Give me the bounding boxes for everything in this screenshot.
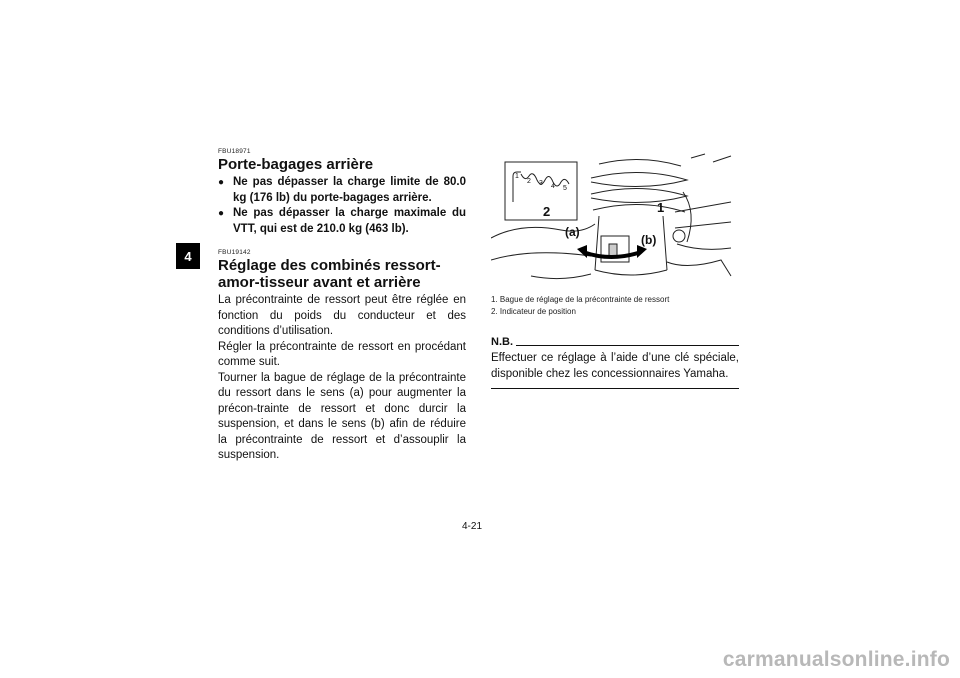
- note-header: [491, 336, 739, 348]
- section-code: FBU18971: [218, 148, 251, 155]
- inset-number: 5: [563, 185, 567, 192]
- chapter-tab: 4: [176, 243, 200, 269]
- frame-line: [531, 274, 591, 279]
- inset-number: 1: [515, 173, 519, 180]
- bullet-icon: ●: [218, 177, 225, 188]
- position-indicator-mark: [609, 244, 617, 256]
- left-column: [218, 148, 466, 464]
- frame-line: [683, 192, 691, 242]
- page-number: 4-21: [462, 521, 483, 532]
- label-direction-b: (b): [641, 233, 657, 247]
- frame-line: [675, 202, 731, 249]
- frame-line: [491, 253, 591, 260]
- section-title-shock-adjustment: Réglage des combinés ressort-amor-tisseur avant et arrière: [218, 257, 441, 291]
- section-title-luggage-rack: Porte-bagages arrière: [218, 156, 374, 173]
- watermark: carmanualsonline.info: [722, 648, 950, 671]
- callout-2: 2: [543, 204, 551, 219]
- illustration-svg: [491, 152, 736, 285]
- spring-coil: [591, 172, 687, 186]
- note-title: N.B.: [491, 336, 513, 348]
- caption-item: 1. Bague de réglage de la précontrainte de ressort: [491, 295, 670, 304]
- label-direction-a: (a): [565, 225, 580, 239]
- note-box: [491, 336, 739, 389]
- warning-item: [218, 175, 466, 206]
- note-bottom-rule: [491, 388, 739, 389]
- frame-line: [691, 154, 731, 162]
- shock-absorber-illustration: [491, 152, 736, 285]
- inset-number: 3: [539, 180, 543, 187]
- bullet-icon: ●: [218, 208, 225, 219]
- mount-bolt: [673, 230, 685, 242]
- frame-line: [667, 260, 731, 276]
- spring-coil: [593, 204, 685, 212]
- paragraph: Régler la précontrainte de ressort en procédant comme suit.: [218, 340, 466, 368]
- spring-coil: [591, 188, 687, 202]
- paragraph: La précontrainte de ressort peut être réglée en fonction du poids du conducteur et des conditions d’utilisation.: [218, 294, 466, 337]
- caption-item: 2. Indicateur de position: [491, 307, 576, 316]
- section-code: FBU19142: [218, 249, 251, 256]
- note-text: Effectuer ce réglage à l’aide d’une clé spéciale, disponible chez les concessionnaires Yamaha.: [491, 352, 739, 380]
- warning-text: Ne pas dépasser la charge limite de 80.0 kg (176 lb) du porte-bagages arrière.: [233, 176, 466, 204]
- spring-coil: [599, 159, 681, 166]
- warning-text: Ne pas dépasser la charge maximale du VTT, qui est de 210.0 kg (463 lb).: [233, 207, 466, 235]
- note-rule: [516, 345, 739, 346]
- shock-body-bottom: [595, 270, 667, 275]
- warning-item: [218, 206, 466, 237]
- paragraph: Tourner la bague de réglage de la précontrainte du ressort dans le sens (a) pour augmenter la précon-trainte de ressort et donc durcir la suspension, et dans le sens (b) afin de réduire la précontrainte de ressort et d’assouplir la suspension.: [218, 371, 466, 461]
- inset-number: 2: [527, 178, 531, 185]
- callout-1: 1: [657, 200, 665, 215]
- figure-captions: [491, 294, 741, 318]
- arrow-head-a: [577, 245, 587, 258]
- warning-list: [218, 175, 466, 237]
- inset-number: 4: [551, 183, 555, 190]
- section-shock-adjustment: [218, 249, 466, 464]
